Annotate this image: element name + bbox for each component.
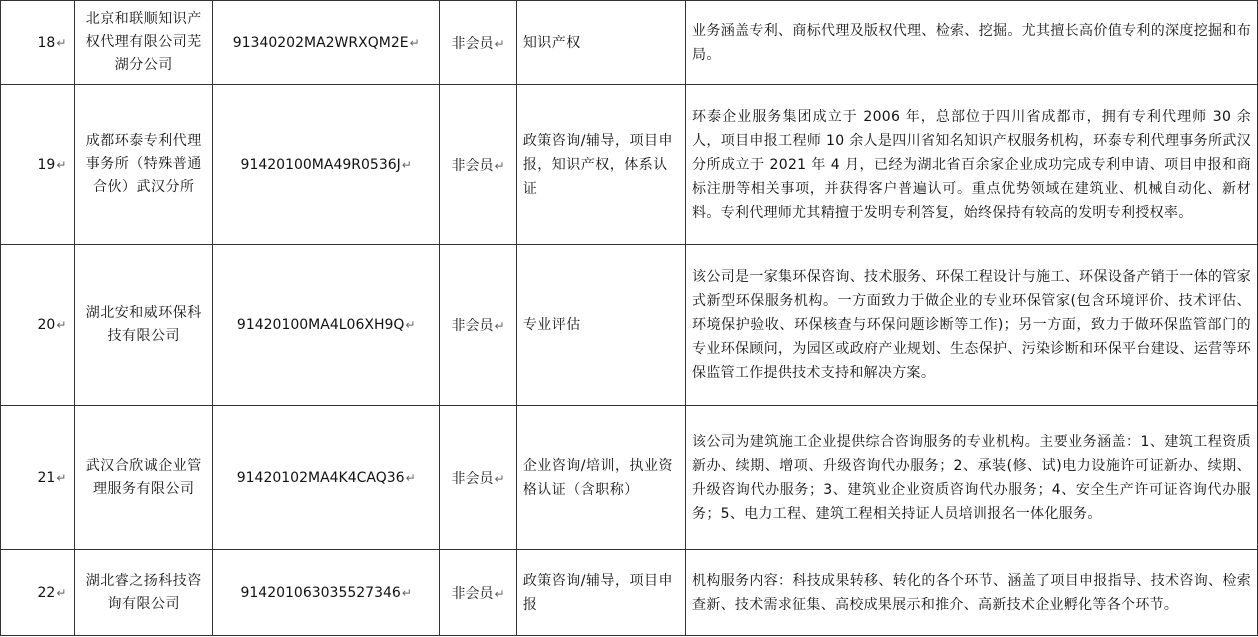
- table-row: [1, 245, 1258, 406]
- member-status: 非会员: [451, 470, 494, 487]
- service-category-cell: [516, 245, 685, 406]
- paragraph-mark-icon: ↵: [56, 157, 67, 172]
- company-name-cell: [75, 406, 213, 550]
- row-number-cell: [1, 85, 75, 245]
- paragraph-mark-icon: ↵: [401, 157, 412, 172]
- service-category: 专业评估: [522, 317, 581, 333]
- service-category: 知识产权: [522, 34, 581, 51]
- paragraph-mark-icon: ↵: [401, 585, 412, 600]
- row-number-cell: [1, 406, 75, 550]
- credit-code: 91420102MA4K4CAQ36: [236, 469, 405, 486]
- member-status-cell: [440, 245, 516, 406]
- table-row: [1, 406, 1258, 550]
- credit-code: 91420100MA4L06XH9Q: [236, 317, 405, 333]
- member-status-cell: [440, 406, 516, 550]
- credit-code-cell: [213, 1, 440, 85]
- credit-code-cell: [213, 550, 440, 636]
- table-row: [1, 550, 1258, 636]
- member-status-cell: [440, 550, 516, 636]
- service-category: 政策咨询/辅导，项目申报，知识产权，体系认证: [522, 132, 674, 197]
- paragraph-mark-icon: ↵: [56, 318, 67, 332]
- paragraph-mark-icon: ↵: [494, 158, 505, 173]
- member-status: 非会员: [451, 35, 494, 52]
- row-number: 21: [37, 469, 56, 486]
- credit-code: 91340202MA2WRXQM2E: [232, 34, 409, 51]
- company-name: 成都环泰专利代理事务所（特殊普通合伙）武汉分所: [85, 133, 202, 195]
- table-row: [1, 1, 1258, 85]
- company-name: 武汉合欣诚企业管理服务有限公司: [85, 457, 202, 497]
- description-cell: [686, 406, 1258, 550]
- service-description: 环泰企业服务集团成立于 2006 年，总部位于四川省成都市，拥有专利代理师 30 余人，项目申报工程师 10 余人是四川省知名知识产权服务机构，环泰专利代理事务所武汉分所成立于 2021 年 4 月，已经为湖北省百余家企业成功完成专利申请、项目申报和商标注册等相关事项，并获得客户普遍认可。重点优势领域在建筑业、机械自动化、新材料。专利代理师尤其精擅于发明专利答复，始终保持有较高的发明专利授权率。: [692, 108, 1251, 221]
- row-number: 20: [37, 317, 56, 333]
- member-status: 非会员: [451, 585, 494, 602]
- service-category-cell: [516, 85, 685, 245]
- member-status-cell: [440, 1, 516, 85]
- service-category-cell: [516, 1, 685, 85]
- credit-code-cell: [213, 245, 440, 406]
- credit-code: 91420100MA49R0536J: [240, 156, 401, 173]
- company-name-cell: [75, 245, 213, 406]
- paragraph-mark-icon: ↵: [409, 35, 420, 50]
- paragraph-mark-icon: ↵: [494, 36, 505, 51]
- member-status: 非会员: [451, 157, 494, 174]
- paragraph-mark-icon: ↵: [494, 471, 505, 486]
- paragraph-mark-icon: ↵: [56, 470, 67, 485]
- description-cell: [686, 550, 1258, 636]
- company-name-cell: [75, 1, 213, 85]
- member-status-cell: [440, 85, 516, 245]
- paragraph-mark-icon: ↵: [494, 586, 505, 601]
- row-number-cell: [1, 245, 75, 406]
- company-name: 北京和联顺知识产权代理有限公司芜湖分公司: [85, 11, 202, 73]
- service-category: 政策咨询/辅导，项目申报: [522, 572, 674, 613]
- credit-code-cell: [213, 85, 440, 245]
- company-name: 湖北安和威环保科技有限公司: [85, 305, 202, 344]
- credit-code-cell: [213, 406, 440, 550]
- paragraph-mark-icon: ↵: [494, 319, 505, 333]
- row-number: 22: [37, 584, 56, 601]
- service-description: 该公司是一家集环保咨询、技术服务、环保工程设计与施工、环保设备产销于一体的管家式新型环保服务机构。一方面致力于做企业的专业环保管家(包含环境评价、技术评估、环境保护验收、环保核查与环保问题诊断等工作)；另一方面，致力于做环保监管部门的专业环保顾问，为园区或政府产业规划、生态保护、污染诊断和环保平台建设、运营等环保监管工作提供技术支持和解决方案。: [692, 269, 1251, 381]
- paragraph-mark-icon: ↵: [56, 585, 67, 600]
- row-number-cell: [1, 1, 75, 85]
- service-description: 机构服务内容：科技成果转移、转化的各个环节、涵盖了项目申报指导、技术咨询、检索查新、技术需求征集、高校成果展示和推介、高新技术企业孵化等各个环节。: [692, 572, 1251, 613]
- credit-code: 914201063035527346: [240, 584, 401, 601]
- row-number: 19: [37, 156, 56, 173]
- service-category: 企业咨询/培训，执业资格认证（含职称）: [522, 457, 674, 498]
- paragraph-mark-icon: ↵: [405, 318, 416, 332]
- paragraph-mark-icon: ↵: [405, 470, 416, 485]
- row-number-cell: [1, 550, 75, 636]
- description-cell: [686, 1, 1258, 85]
- table-row: [1, 85, 1258, 245]
- company-name-cell: [75, 85, 213, 245]
- description-cell: [686, 245, 1258, 406]
- service-description: 业务涵盖专利、商标代理及版权代理、检索、挖掘。尤其擅长高价值专利的深度挖掘和布局。: [692, 22, 1251, 63]
- service-category-cell: [516, 550, 685, 636]
- row-number: 18: [37, 34, 56, 51]
- company-name: 湖北睿之扬科技咨询有限公司: [85, 572, 202, 612]
- paragraph-mark-icon: ↵: [56, 35, 67, 50]
- description-cell: [686, 85, 1258, 245]
- company-name-cell: [75, 550, 213, 636]
- service-category-cell: [516, 406, 685, 550]
- service-description: 该公司为建筑施工企业提供综合咨询服务的专业机构。主要业务涵盖：1、建筑工程资质新办、续期、增项、升级咨询代办服务；2、承装(修、试)电力设施许可证新办、续期、升级咨询代办服务；3、建筑业企业资质咨询代办服务；4、安全生产许可证咨询代办服务；5、电力工程、建筑工程相关持证人员培训报名一体化服务。: [692, 433, 1251, 522]
- member-status: 非会员: [451, 318, 494, 334]
